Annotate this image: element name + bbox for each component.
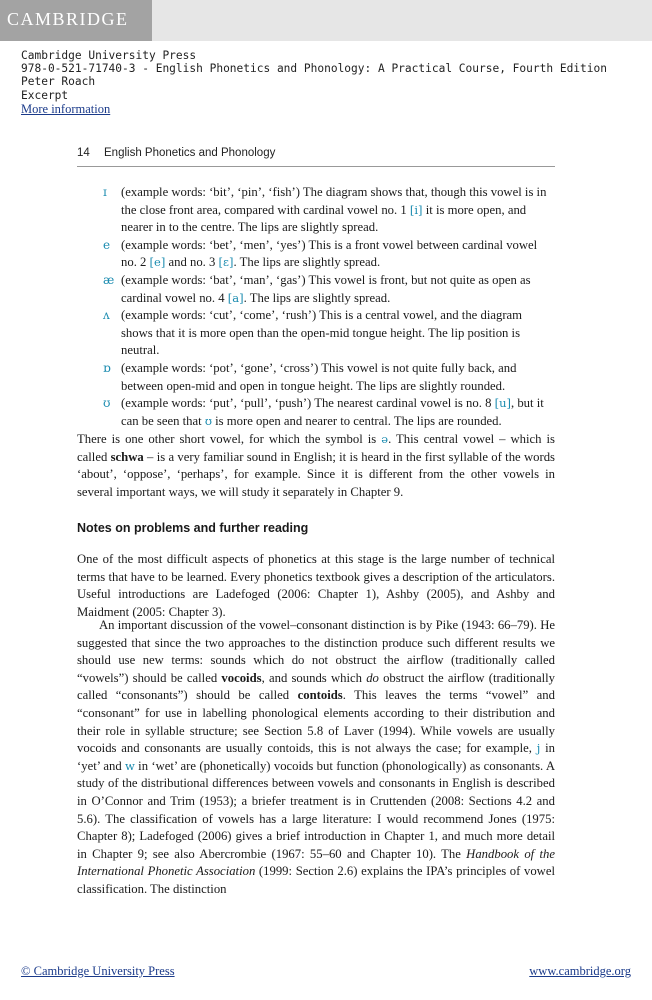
vowel-symbol: ɒ	[103, 360, 111, 375]
page-number: 14	[77, 147, 90, 159]
italic-text: Handbook of the International Phonetic Association	[77, 846, 555, 879]
publisher-name: Cambridge University Press	[21, 49, 197, 62]
text-run: is more open and nearer to central. The lips are rounded.	[211, 413, 502, 428]
vowel-symbol: ʌ	[103, 308, 110, 323]
copyright-link[interactable]: © Cambridge University Press	[21, 964, 175, 978]
banner-strip	[152, 0, 652, 41]
ipa-symbol: [a]	[227, 290, 244, 305]
vowel-symbol: æ	[103, 272, 115, 287]
text-run: (example words: ‘pot’, ‘gone’, ‘cross’) This vowel is not quite fully back, and between open-mid and open in tongue height. The lips are slightly rounded.	[121, 360, 517, 393]
text-run: and no. 3	[165, 255, 219, 270]
vowel-item	[77, 395, 555, 430]
bold-term: schwa	[110, 449, 144, 464]
text-run: in ‘yet’ and	[77, 741, 555, 773]
excerpt-metadata	[21, 49, 607, 116]
header-rule	[77, 166, 555, 167]
vowel-item	[77, 272, 555, 307]
text-run: An important discussion of the vowel–consonant distinction is by Pike (1943: 66–79). He suggested that since the two approaches to the distinction produce such different results we should use new terms: sounds which do not obstruct the airflow (traditionally called “vowels”) should be called	[77, 618, 555, 685]
italic-text: do	[366, 670, 379, 685]
vowel-item	[77, 307, 555, 360]
notes-paragraph-2	[77, 617, 555, 899]
cambridge-logo: CAMBRIDGE	[7, 9, 129, 29]
isbn-title: 978-0-521-71740-3 - English Phonetics and Phonology: A Practical Course, Fourth Edition	[21, 62, 607, 76]
more-information-link[interactable]: More information	[21, 101, 111, 116]
ipa-symbol: ʊ	[204, 413, 212, 428]
text-run: (1999: Section 2.6) explains the IPA’s principles of vowel classification. The distinction	[77, 864, 555, 896]
text-run: , and sounds which	[261, 670, 367, 685]
text-run: it is more open, and nearer in to the centre. The lips are slightly spread.	[121, 202, 527, 235]
vowel-description	[121, 308, 522, 357]
vowel-symbol: ɪ	[103, 185, 107, 199]
vowel-description	[121, 396, 544, 428]
text-run: (example words: ‘bat’, ‘man’, ‘gas’) This vowel is front, but not quite as open as cardinal vowel no. 4	[121, 272, 531, 305]
vowel-description	[121, 238, 537, 270]
running-head	[77, 147, 275, 159]
text-run: obstruct the airflow (traditionally called “consonants”) should be called	[77, 670, 555, 703]
text-run: . This leaves the terms “vowel” and “consonant” for use in labelling phonological elements according to their distribution and their role in syllable structure; see Section 5.8 of Laver (1994). While vowels are usually vocoids and consonants are usually contoids, this is not always the case; for example,	[77, 688, 555, 756]
section-heading: Notes on problems and further reading	[77, 521, 309, 535]
text-run: in ‘wet’ are (phonetically) vocoids but function (phonologically) as consonants. A study of the distributional differences between vowels and consonants in English is described in O’Connor and Trim (1953); a briefer treatment is in Cruttenden (2008: Sections 4.2 and 5.6). The classification of vowels has a large literature: I would recommend Jones (1975: Chapter 8); Ladefoged (2006) gives a brief introduction in Chapter 1, and much more detail in Chapter 9; see also Abercrombie (1967: 55–60 and Chapter 10). The	[77, 758, 555, 861]
notes-paragraph-1	[77, 551, 555, 621]
website-link[interactable]: www.cambridge.org	[529, 964, 631, 978]
text-run: . This central vowel – which is called	[77, 432, 555, 464]
text-run: There is one other short vowel, for which the symbol is	[77, 432, 382, 446]
ipa-symbol: j	[536, 741, 541, 756]
vowel-symbol: e	[103, 237, 111, 252]
text-run: . The lips are slightly spread.	[233, 255, 381, 270]
bold-term: vocoids	[221, 670, 262, 685]
ipa-symbol: [e]	[149, 255, 166, 270]
text-run: . The lips are slightly spread.	[243, 290, 391, 305]
schwa-paragraph	[77, 431, 555, 501]
text-run: (example words: ‘put’, ‘pull’, ‘push’) The nearest cardinal vowel is no. 8	[121, 396, 495, 411]
ipa-symbol: [i]	[409, 202, 423, 217]
ipa-symbol: w	[125, 758, 135, 773]
vowel-description	[121, 185, 546, 234]
excerpt-label: Excerpt	[21, 88, 69, 102]
vowel-description	[121, 273, 531, 305]
vowel-item	[77, 360, 555, 395]
vowel-item	[77, 184, 555, 237]
text-run: – is a very familiar sound in English; it is heard in the first syllable of the words ‘about’, ‘oppose’, ‘perhaps’, for example. Since it is different from the other vowels in several important ways, we will study it separately in Chapter 9.	[77, 449, 555, 499]
publisher-banner-logo-area	[0, 0, 152, 41]
vowel-description	[121, 361, 516, 393]
text-run: , but it can be seen that	[121, 396, 544, 428]
author-name: Peter Roach	[21, 75, 96, 89]
vowel-description-list	[77, 184, 555, 430]
text-run: One of the most difficult aspects of phonetics at this stage is the large number of technical terms that have to be learned. Every phonetics textbook gives a description of the articulators. Useful introductions are Ladefoged (2006: Chapter 1), Ashby (2005), and Ashby and Maidment (2005: Chapter 3).	[77, 552, 555, 619]
bold-term: contoids	[297, 688, 343, 703]
ipa-symbol: [u]	[494, 396, 511, 411]
text-run: (example words: ‘bit’, ‘pin’, ‘fish’) The diagram shows that, though this vowel is in the close front area, compared with cardinal vowel no. 1	[121, 185, 547, 217]
vowel-item	[77, 237, 555, 272]
ipa-symbol: [ɛ]	[218, 255, 234, 270]
ipa-symbol: ə	[381, 432, 389, 446]
running-head-title: English Phonetics and Phonology	[104, 147, 276, 159]
text-run: (example words: ‘bet’, ‘men’, ‘yes’) This is a front vowel between cardinal vowel no. 2	[121, 237, 538, 270]
text-run: (example words: ‘cut’, ‘come’, ‘rush’) This is a central vowel, and the diagram shows that it is more open than the open-mid tongue height. The lip position is neutral.	[121, 308, 523, 358]
vowel-symbol: ʊ	[103, 396, 111, 411]
